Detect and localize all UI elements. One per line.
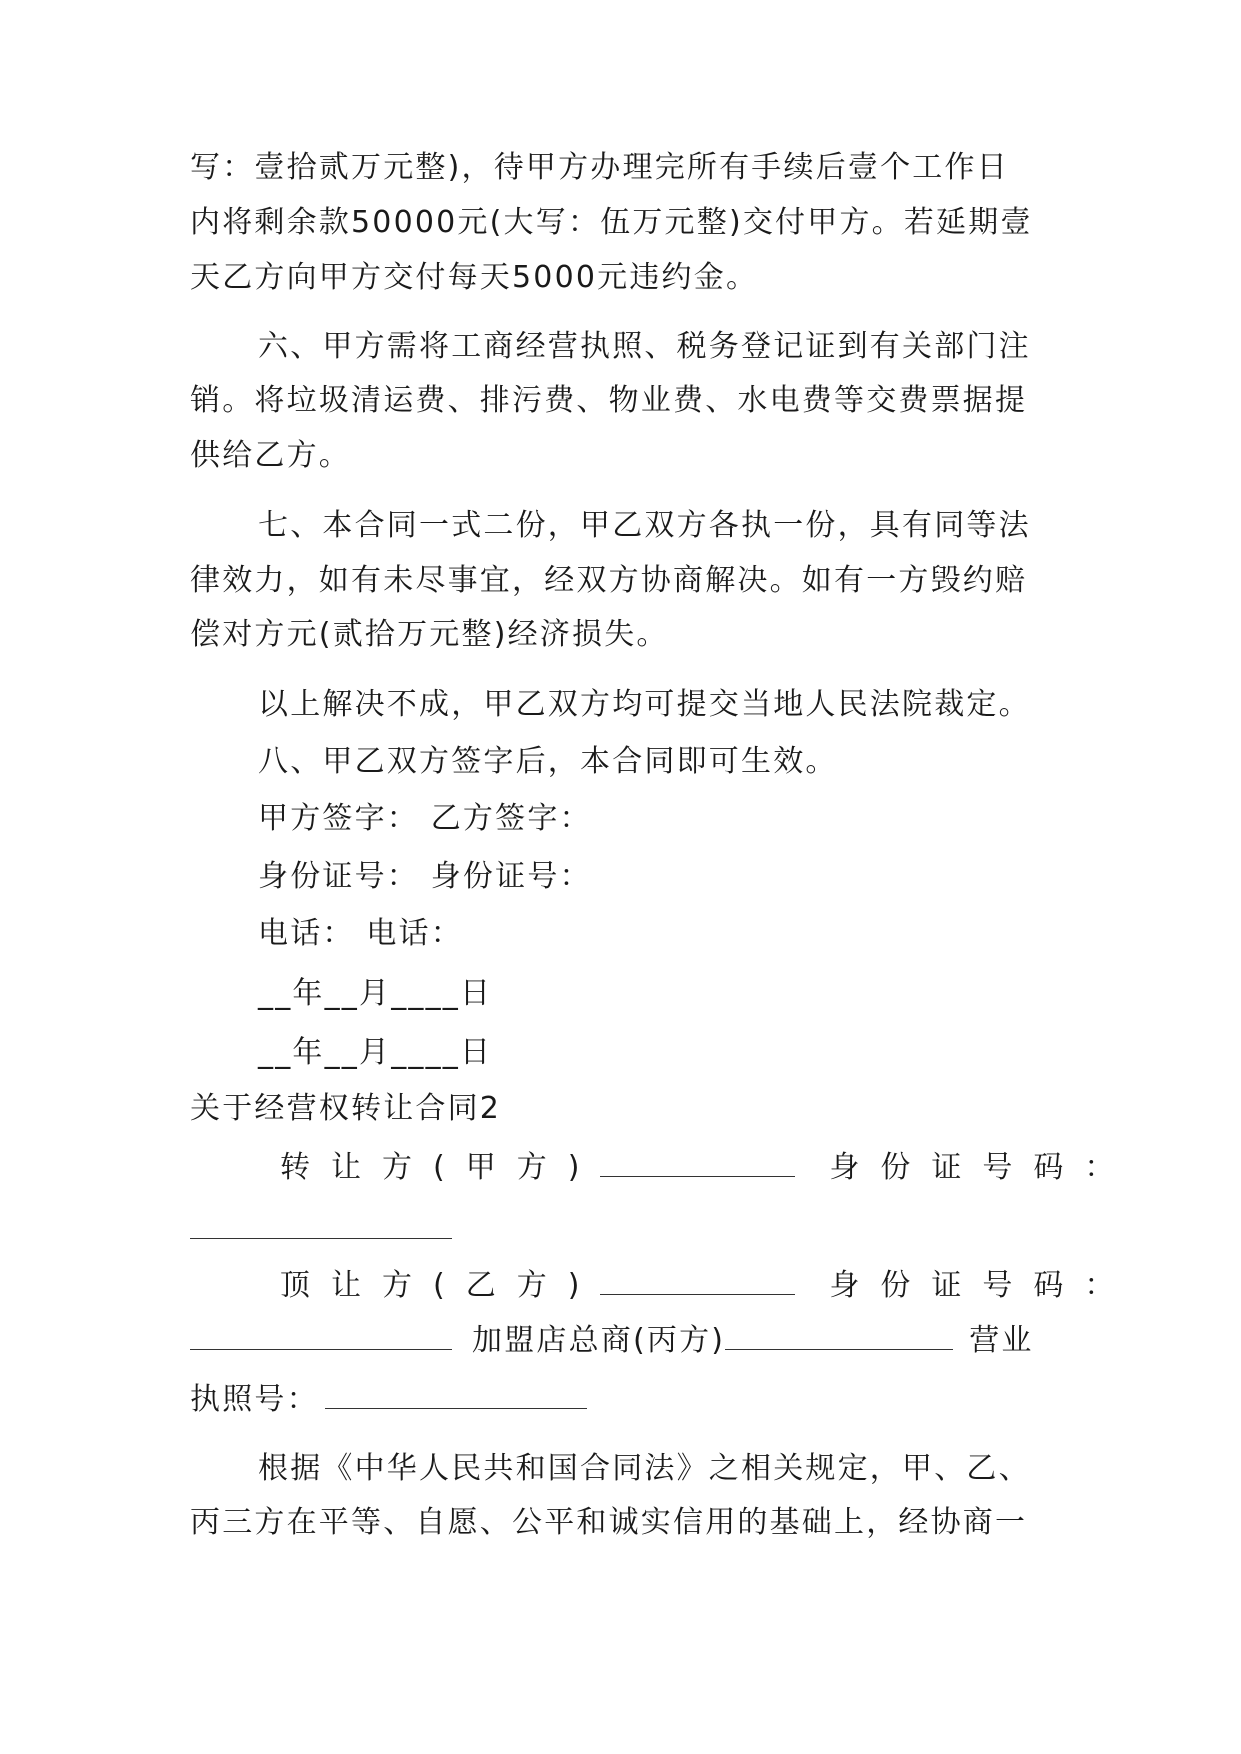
id-label: 身份证号码：	[829, 1268, 1136, 1303]
franchisor-label: 加盟店总商(丙方)	[472, 1323, 726, 1358]
paragraph-line: 写：壹拾贰万元整)，待甲方办理完所有手续后壹个工作日	[190, 150, 1009, 185]
intro-line: 根据《中华人民共和国合同法》之相关规定，甲、乙、	[258, 1451, 1031, 1486]
transferee-line	[280, 1266, 1135, 1306]
clause-seven: 七、本合同一式二份，甲乙双方各执一份，具有同等法	[258, 508, 1031, 543]
intro-line: 丙三方在平等、自愿、公平和诚实信用的基础上，经协商一	[190, 1505, 1028, 1540]
id-number-line: 身份证号： 身份证号：	[258, 859, 592, 894]
id-label: 身份证号码：	[829, 1150, 1136, 1185]
license-label: 执照号：	[190, 1382, 319, 1417]
clause-eight: 八、甲乙双方签字后，本合同即可生效。	[258, 744, 838, 779]
paragraph-line: 内将剩余款50000元(大写：伍万元整)交付甲方。若延期壹	[190, 205, 1033, 240]
transferor-line	[280, 1148, 1135, 1188]
business-label: 营业	[969, 1323, 1034, 1358]
date-line: __年__月____日	[258, 976, 493, 1011]
transferee-blank	[600, 1268, 795, 1295]
signature-line: 甲方签字： 乙方签字：	[258, 801, 592, 836]
transferor-blank	[600, 1150, 795, 1177]
paragraph-line: 律效力，如有未尽事宜，经双方协商解决。如有一方毁约赔	[190, 563, 1028, 598]
transferor-label: 转让方(甲方)	[280, 1150, 601, 1185]
license-blank	[325, 1382, 587, 1409]
franchisor-line	[190, 1321, 1034, 1361]
transferee-label: 顶让方(乙方)	[280, 1268, 601, 1303]
clause-six: 六、甲方需将工商经营执照、税务登记证到有关部门注	[258, 329, 1031, 364]
paragraph-line: 供给乙方。	[190, 438, 351, 473]
paragraph-line: 销。将垃圾清运费、排污费、物业费、水电费等交费票据提	[190, 383, 1028, 418]
paragraph-line: 偿对方元(贰拾万元整)经济损失。	[190, 617, 669, 652]
dispute-clause: 以上解决不成，甲乙双方均可提交当地人民法院裁定。	[258, 687, 1031, 722]
id-blank	[190, 1238, 452, 1239]
date-line: __年__月____日	[258, 1035, 493, 1070]
contract-title: 关于经营权转让合同2	[190, 1091, 502, 1126]
id-blank	[190, 1323, 452, 1350]
phone-line: 电话： 电话：	[258, 916, 463, 951]
franchisor-blank	[725, 1323, 953, 1350]
license-line	[190, 1380, 587, 1420]
paragraph-line: 天乙方向甲方交付每天5000元违约金。	[190, 260, 759, 295]
